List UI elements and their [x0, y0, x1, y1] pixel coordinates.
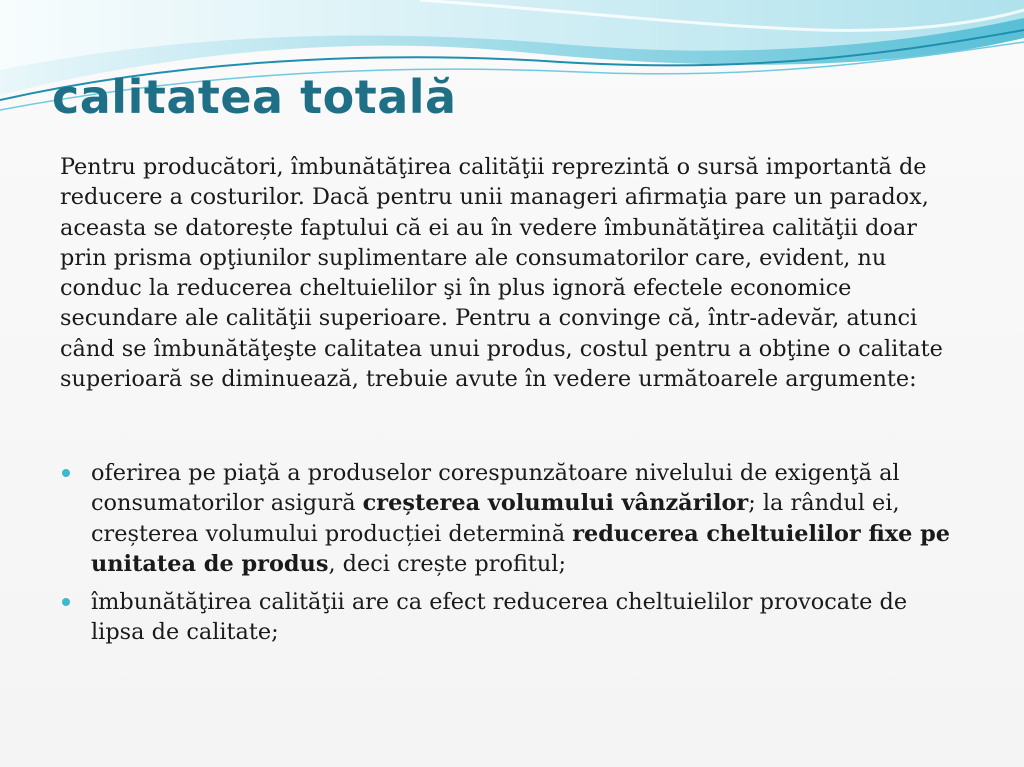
bullet-dot-icon	[62, 598, 70, 606]
list-item-text-part: ; la rândul ei, creșterea volumului producției determină	[91, 490, 900, 547]
list-item-text: îmbunătăţirea calităţii are ca efect reducerea cheltuielilor provocate de lipsa de calitate;	[91, 589, 908, 646]
bullet-dot-icon	[62, 469, 70, 477]
list-item-text-part: oferirea pe piaţă a produselor corespunzătoare nivelului de exigenţă al consumatorilor asigură	[91, 460, 900, 517]
argument-list	[60, 458, 960, 656]
intro-paragraph: Pentru producători, îmbunătăţirea calităţii reprezintă o sursă importantă de reducere a costurilor. Dacă pentru unii manageri afirmaţia pare un paradox, aceasta se datorește faptului că ei au în vedere îmbunătăţirea calităţii doar prin prisma opţiunilor suplimentare ale consumatorilor care, evident, nu conduc la reducerea cheltuielilor şi în plus ignoră efectele economice secundare ale calităţii superioare. Pentru a convinge că, într-adevăr, atunci când se îmbunătăţeşte calitatea unui produs, costul pentru a obţine o calitate superioară se diminuează, trebuie avute în vedere următoarele argumente:	[60, 154, 943, 393]
list-item	[60, 458, 960, 579]
list-item-text-part: , deci crește profitul;	[328, 550, 566, 577]
slide-title: calitatea totală	[52, 70, 457, 124]
list-item-emphasis: reducerea cheltuielilor fixe pe unitatea de produs	[91, 520, 951, 577]
list-item	[60, 587, 960, 648]
list-item-text	[91, 460, 950, 577]
list-item-emphasis: creșterea volumului vânzărilor	[362, 490, 749, 517]
